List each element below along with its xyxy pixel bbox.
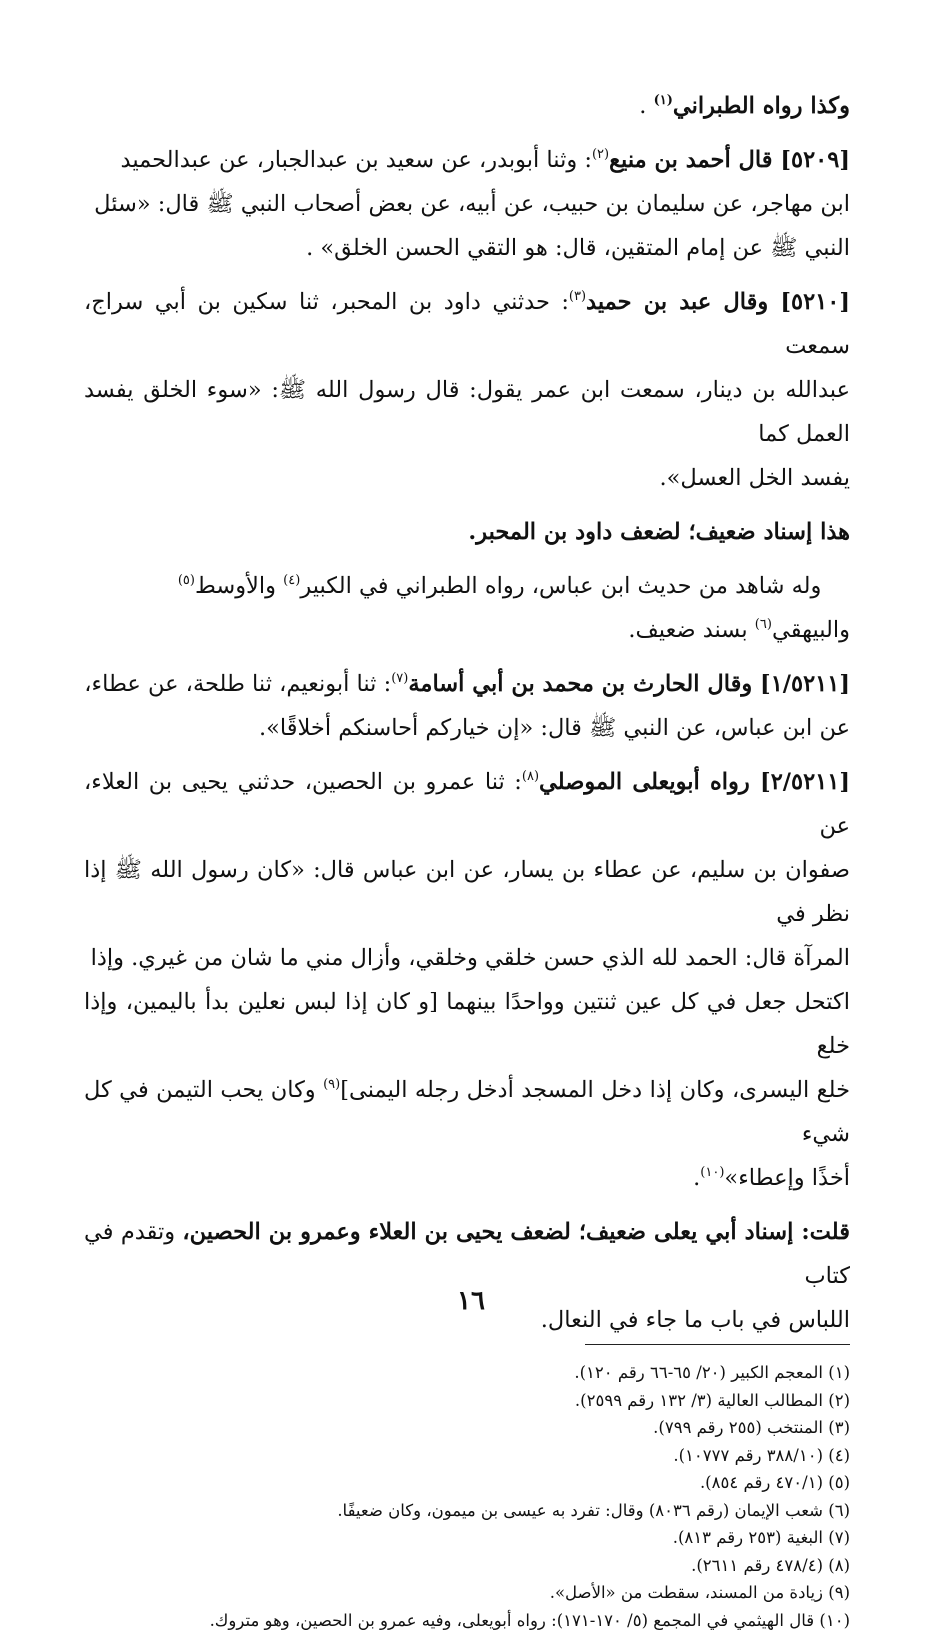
hadith-5209-line-2: ابن مهاجر، عن سليمان بن حبيب، عن أبيه، عن بعض أصحاب النبي ﷺ قال: «سئل: [94, 191, 850, 217]
isnad-note-5210: [84, 510, 850, 554]
hadith-5210: [84, 280, 850, 500]
author-comment-bold: قلت: إسناد أبي يعلى ضعيف؛ لضعف يحيى بن العلاء وعمرو بن الحصين،: [182, 1219, 850, 1245]
hadith-5209-line-3: النبي ﷺ عن إمام المتقين، قال: هو التقي الحسن الخلق» .: [306, 235, 850, 261]
footnote-5: (٥) (٤٧٠/١ رقم ٨٥٤).: [84, 1469, 850, 1497]
footnote-6: (٦) شعب الإيمان (رقم ٨٠٣٦) وقال: تفرد به عيسى بن ميمون، وكان ضعيفًا.: [84, 1497, 850, 1525]
footnote-ref-1: (١): [654, 93, 673, 108]
hadith-5210-line-3: يفسد الخل العسل».: [660, 465, 851, 491]
witness-text-a: وله شاهد من حديث ابن عباس، رواه الطبراني في الكبير: [300, 573, 821, 599]
footnote-ref-4: (٤): [283, 573, 300, 588]
hadith-5209-header: [٥٢٠٩] قال أحمد بن منيع: [609, 147, 850, 173]
footnote-ref-6: (٦): [755, 617, 772, 632]
footnote-ref-2: (٢): [592, 147, 609, 162]
intro-text: وكذا رواه الطبراني: [673, 93, 850, 119]
hadith-5211-2-line-1: : ثنا عمرو بن الحصين، حدثني يحيى بن العلاء، عن: [84, 769, 850, 839]
hadith-5211-2-line-2: صفوان بن سليم، عن عطاء بن يسار، عن ابن عباس قال: «كان رسول الله ﷺ إذا نظر في: [84, 857, 850, 927]
hadith-5211-2-line-5b: وكان يحب التيمن في كل شيء: [84, 1077, 850, 1147]
intro-line: [84, 84, 850, 128]
hadith-5211-1: [84, 662, 850, 750]
footnote-ref-8: (٨): [522, 769, 539, 784]
author-comment-rest: وتقدم في كتاب: [84, 1219, 850, 1289]
footnote-10: (١٠) قال الهيثمي في المجمع (٥/ ١٧٠-١٧١): رواه أبويعلى، وفيه عمرو بن الحصين، وهو متروك.: [84, 1607, 850, 1634]
footnote-ref-3: (٣): [569, 289, 586, 304]
hadith-5211-2-header: [٢/٥٢١١] رواه أبويعلى الموصلي: [539, 769, 850, 795]
hadith-5209: [84, 138, 850, 270]
witness-paragraph: [84, 564, 850, 652]
footnote-1: (١) المعجم الكبير (٢٠/ ٦٥-٦٦ رقم ١٢٠).: [84, 1359, 850, 1387]
hadith-5211-2-line-6: أخذًا وإعطاء»: [724, 1165, 850, 1191]
footnote-2: (٢) المطالب العالية (٣/ ١٣٢ رقم ٢٥٩٩).: [84, 1387, 850, 1415]
witness-text-c: والبيهقي: [772, 617, 850, 643]
footnote-7: (٧) البغية (٢٥٣ رقم ٨١٣).: [84, 1524, 850, 1552]
hadith-5209-line-1: : وثنا أبوبدر، عن سعيد بن عبدالجبار، عن عبدالحميد: [121, 147, 592, 173]
footnote-divider: [585, 1344, 850, 1345]
footnote-4: (٤) (٣٨٨/١٠ رقم ١٠٧٧٧).: [84, 1442, 850, 1470]
footnote-8: (٨) (٤٧٨/٤ رقم ٢٦١١).: [84, 1552, 850, 1580]
footnote-ref-10: (١٠): [700, 1165, 724, 1180]
intro-end: .: [639, 93, 653, 119]
page-number: ١٦: [0, 1286, 942, 1316]
footnote-ref-5: (٥): [178, 573, 195, 588]
hadith-5211-2-line-3: المرآة قال: الحمد لله الذي حسن خلقي وخلقي، وأزال مني ما شان من غيري. وإذا: [91, 945, 850, 971]
hadith-5210-line-2: عبدالله بن دينار، سمعت ابن عمر يقول: قال رسول الله ﷺ: «سوء الخلق يفسد العمل كما: [84, 377, 850, 447]
isnad-note-text: هذا إسناد ضعيف؛ لضعف داود بن المحبر.: [468, 519, 850, 545]
footnotes: [84, 1359, 850, 1634]
footnote-3: (٣) المنتخب (٢٥٥ رقم ٧٩٩).: [84, 1414, 850, 1442]
hadith-5211-2-line-6b: .: [693, 1165, 700, 1191]
hadith-5211-2-line-4: اكتحل جعل في كل عين ثنتين وواحدًا بينهما [و كان إذا لبس نعلين بدأ باليمين، وإذا خلع: [84, 989, 850, 1059]
footnote-ref-7: (٧): [391, 671, 408, 686]
footnote-ref-9: (٩): [323, 1077, 340, 1092]
hadith-5211-1-line-1: : ثنا أبونعيم، ثنا طلحة، عن عطاء،: [84, 671, 391, 697]
hadith-5211-2: [84, 760, 850, 1200]
witness-text-b: والأوسط: [195, 573, 283, 599]
hadith-5210-line-1: : حدثني داود بن المحبر، ثنا سكين بن أبي سراج، سمعت: [84, 289, 850, 359]
author-comment: [84, 1210, 850, 1342]
author-comment-line-2: اللباس في باب ما جاء في النعال.: [541, 1307, 850, 1333]
hadith-5211-2-line-5: خلع اليسرى، وكان إذا دخل المسجد أدخل رجله اليمنى]: [340, 1077, 850, 1103]
hadith-5210-header: [٥٢١٠] وقال عبد بن حميد: [586, 289, 850, 315]
footnote-9: (٩) زيادة من المسند، سقطت من «الأصل».: [84, 1579, 850, 1607]
hadith-5211-1-line-2: عن ابن عباس، عن النبي ﷺ قال: «إن خياركم أحاسنكم أخلاقًا».: [259, 715, 850, 741]
hadith-5211-1-header: [١/٥٢١١] وقال الحارث بن محمد بن أبي أسامة: [408, 671, 850, 697]
witness-text-d: بسند ضعيف.: [628, 617, 754, 643]
